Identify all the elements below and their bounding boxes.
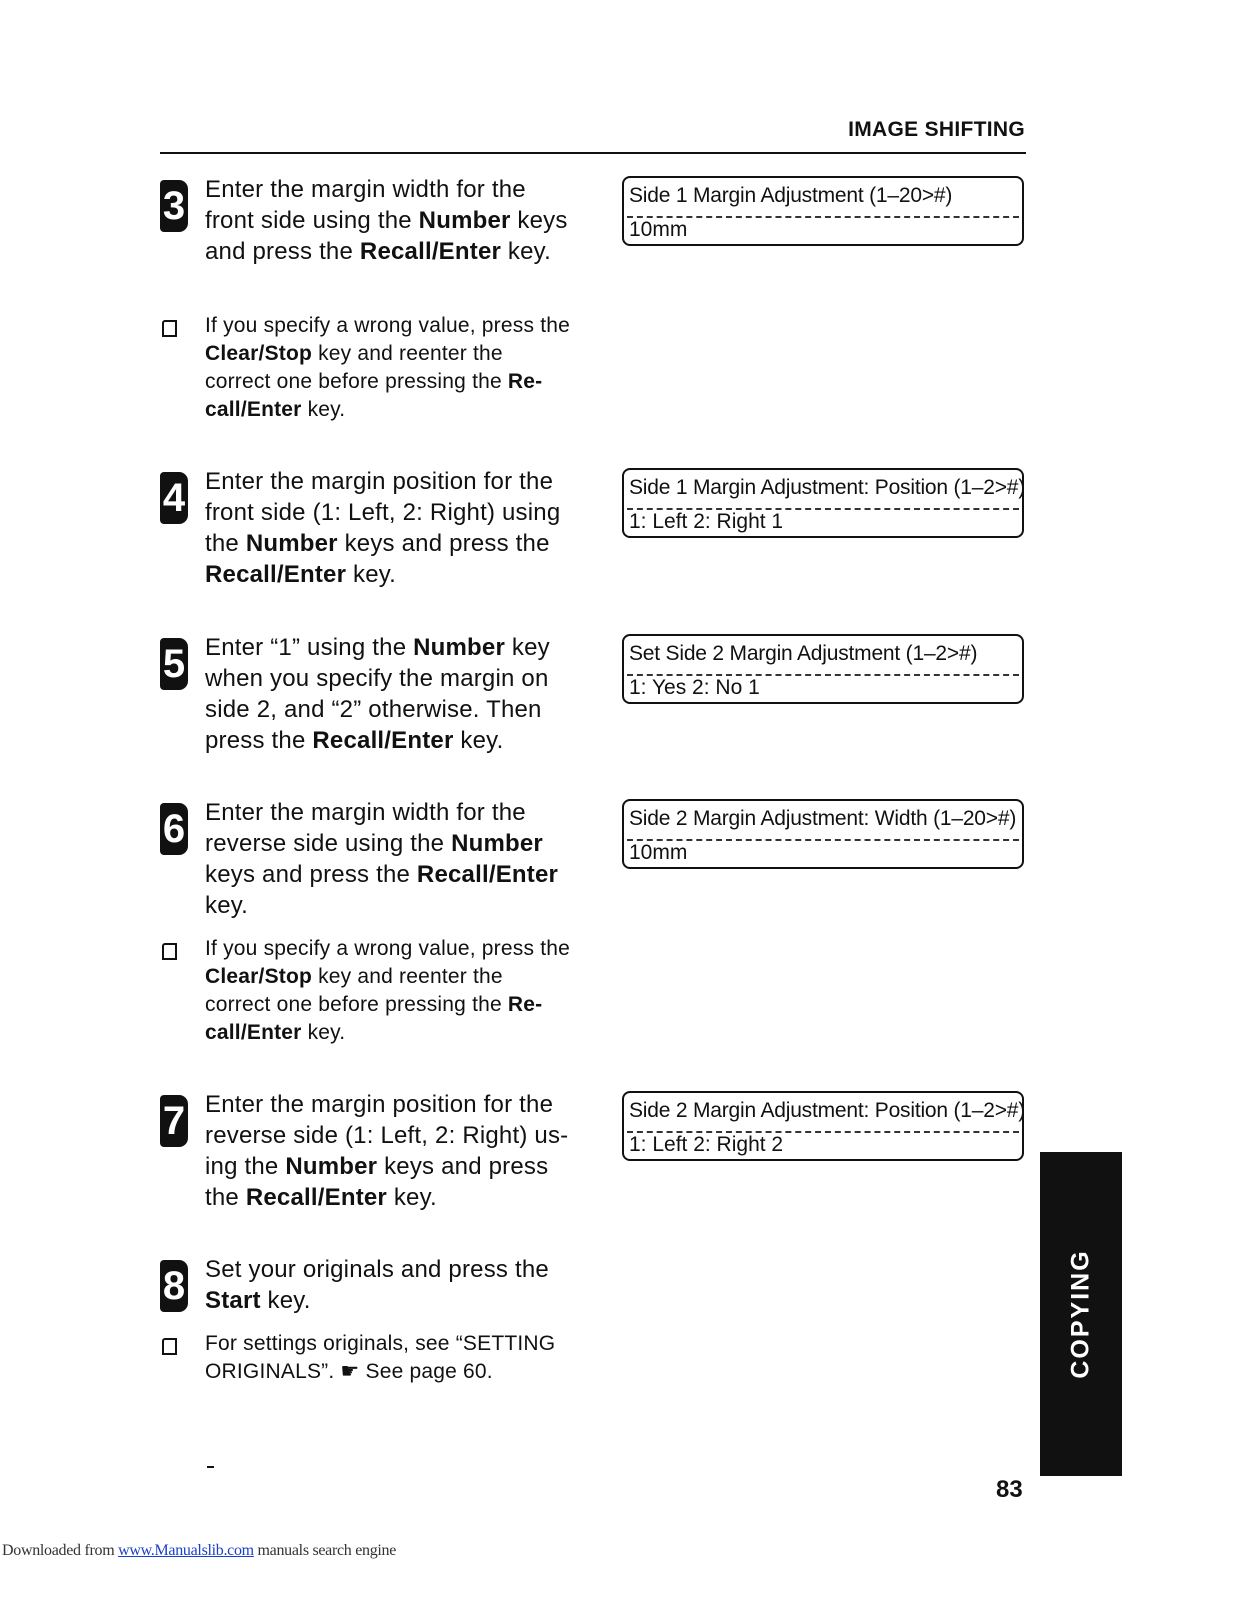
lcd-display-step-7	[622, 1091, 1024, 1161]
footer-prefix: Downloaded from	[2, 1542, 119, 1559]
lcd-value: 1: Left 2: Right 2	[629, 1133, 784, 1156]
text-run: key.	[386, 1184, 437, 1211]
chapter-tab-label: COPYING	[1066, 1249, 1095, 1379]
lcd-display-step-3	[622, 176, 1024, 246]
key-name: Recall/Enter	[205, 993, 543, 1044]
key-name: Recall/Enter	[205, 370, 543, 421]
text-run: key when you specify the margin on side 2, and “2” otherwise. Then press the	[205, 634, 550, 754]
text-run: Enter “1” using the	[205, 634, 414, 661]
header-rule	[160, 152, 1026, 154]
step-7	[160, 1089, 572, 1213]
step-text	[205, 174, 572, 267]
key-name: Clear/Stop	[205, 965, 313, 988]
lcd-value: 10mm	[629, 218, 688, 241]
text-run: keys and press the	[205, 1153, 549, 1211]
key-name: Number	[413, 634, 505, 661]
step-8	[160, 1254, 572, 1316]
footer-suffix: manuals search engine	[253, 1542, 397, 1559]
text-run: Enter the margin width for the front side using the	[205, 176, 526, 234]
step-3	[160, 174, 572, 267]
note-step-6	[160, 935, 572, 1047]
key-name: Number	[451, 830, 543, 857]
text-run: keys and press the	[337, 530, 550, 557]
stray-mark	[207, 1466, 214, 1468]
text-run: key.	[501, 238, 551, 265]
note-step-8	[160, 1330, 572, 1386]
text-run: key and reenter the correct one before pressing the	[205, 965, 508, 1016]
step-text	[205, 1089, 572, 1213]
text-run: key.	[453, 727, 504, 754]
note-text	[205, 312, 572, 424]
section-title: IMAGE SHIFTING	[848, 118, 1025, 141]
footer-link[interactable]: www.Manualslib.com	[118, 1542, 254, 1559]
step-number: 6	[160, 803, 188, 855]
page-number: 83	[996, 1476, 1023, 1503]
lcd-value: 1: Yes 2: No 1	[629, 676, 760, 699]
key-name: Recall/Enter	[245, 1184, 387, 1211]
note-checkbox-icon	[162, 1338, 177, 1355]
lcd-prompt: Side 2 Margin Adjustment: Position (1–2>#)	[629, 1099, 1026, 1122]
lcd-prompt: Side 1 Margin Adjustment (1–20>#)	[629, 184, 953, 207]
lcd-display-step-4	[622, 468, 1024, 538]
key-name: Start	[205, 1287, 261, 1314]
step-6	[160, 797, 572, 921]
text-run: Set your originals and press the	[205, 1256, 549, 1283]
chapter-tab	[1040, 1152, 1122, 1476]
text-run: key.	[301, 1021, 346, 1044]
note-checkbox-icon	[162, 320, 177, 337]
text-run: If you specify a wrong value, press the	[205, 937, 570, 960]
text-run: key.	[205, 892, 249, 919]
text-run: key.	[301, 398, 346, 421]
step-number: 3	[160, 180, 188, 232]
text-run: Enter the margin position for the reverse side (1: Left, 2: Right) using the	[205, 1091, 569, 1180]
step-text	[205, 466, 572, 590]
key-name: Clear/Stop	[205, 342, 313, 365]
step-number: 5	[160, 638, 188, 690]
step-5	[160, 632, 572, 756]
note-step-3	[160, 312, 572, 424]
key-name: Number	[418, 207, 511, 234]
text-run: keys and press the	[205, 861, 417, 888]
key-name: Number	[245, 530, 338, 557]
step-number: 7	[160, 1095, 188, 1147]
lcd-display-step-5	[622, 634, 1024, 704]
key-name: Recall/Enter	[416, 861, 559, 888]
step-text	[205, 1254, 572, 1316]
key-name: Recall/Enter	[205, 561, 347, 588]
lcd-value: 10mm	[629, 841, 688, 864]
lcd-prompt: Side 2 Margin Adjustment: Width (1–20>#)	[629, 807, 1017, 830]
key-name: Recall/Enter	[312, 727, 454, 754]
step-number: 4	[160, 472, 188, 524]
text-run: key.	[260, 1287, 311, 1314]
lcd-display-step-6	[622, 799, 1024, 869]
text-run: For settings originals, see “SETTING ORIGINALS”. ☛ See page 60.	[205, 1332, 556, 1383]
key-name: Number	[285, 1153, 378, 1180]
note-checkbox-icon	[162, 943, 177, 960]
step-4	[160, 466, 572, 590]
note-text	[205, 935, 572, 1047]
step-text	[205, 632, 572, 756]
text-run: If you specify a wrong value, press the	[205, 314, 570, 337]
text-run: Enter the margin width for the reverse side using the	[205, 799, 526, 857]
text-run: keys and press the	[205, 207, 568, 265]
lcd-prompt: Side 1 Margin Adjustment: Position (1–2>#)	[629, 476, 1026, 499]
lcd-value: 1: Left 2: Right 1	[629, 510, 784, 533]
step-number: 8	[160, 1260, 188, 1312]
footer	[2, 1542, 396, 1560]
step-text	[205, 797, 572, 921]
text-run: key.	[346, 561, 397, 588]
lcd-prompt: Set Side 2 Margin Adjustment (1–2>#)	[629, 642, 978, 665]
key-name: Recall/Enter	[359, 238, 502, 265]
text-run: key and reenter the correct one before pressing the	[205, 342, 508, 393]
text-run: Enter the margin position for the front side (1: Left, 2: Right) using the	[205, 468, 561, 557]
note-text	[205, 1330, 572, 1386]
